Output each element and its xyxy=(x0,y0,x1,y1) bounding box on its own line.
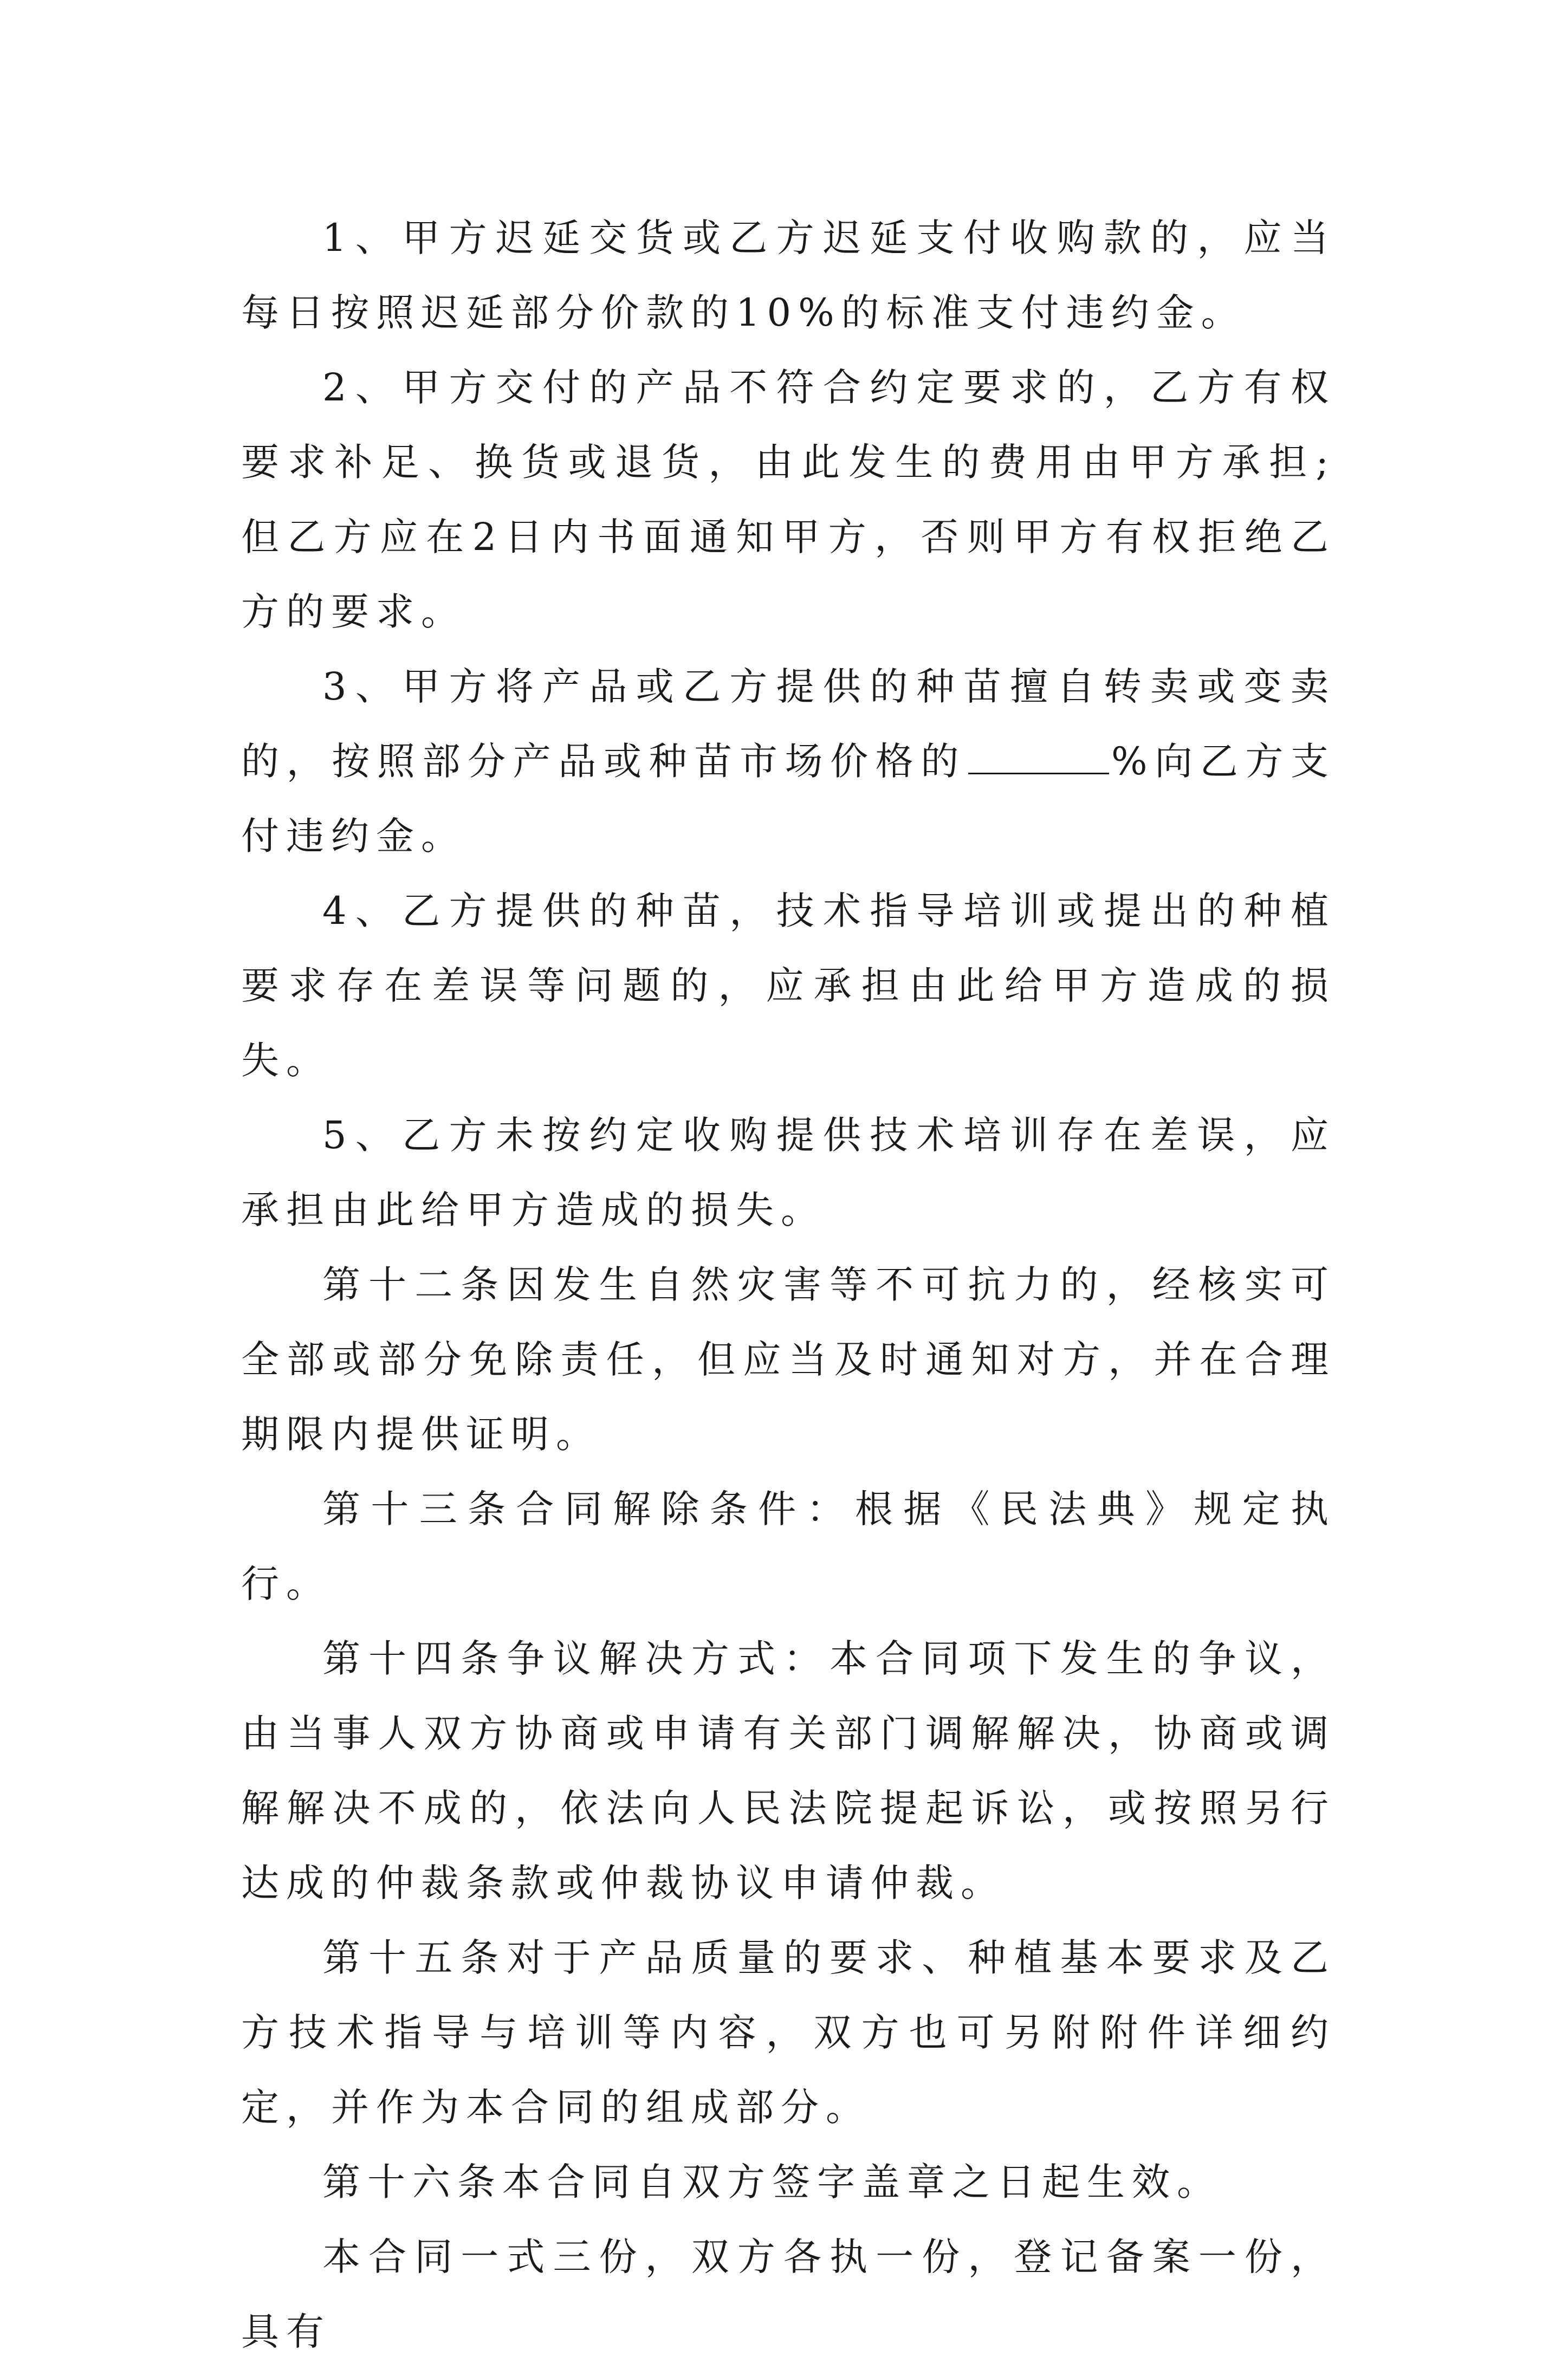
document-body xyxy=(241,200,1336,2369)
paragraph-clause-3 xyxy=(241,649,1336,873)
paragraph-article-12: 第十二条因发生自然灾害等不可抗力的，经核实可全部或部分免除责任，但应当及时通知对方，并在合理期限内提供证明。 xyxy=(241,1263,1336,1457)
clause-3-text-before-blank: 3、甲方将产品或乙方提供的种苗擅自转卖或变卖的，按照部分产品或种苗市场价格的 xyxy=(241,664,1336,784)
paragraph-clause-5: 5、乙方未按约定收购提供技术培训存在差误，应承担由此给甲方造成的损失。 xyxy=(241,1113,1336,1232)
paragraph-clause-4: 4、乙方提供的种苗，技术指导培训或提出的种植要求存在差误等问题的，应承担由此给甲方造成的损失。 xyxy=(241,889,1336,1083)
paragraph-article-15: 第十五条对于产品质量的要求、种植基本要求及乙方技术指导与培训等内容，双方也可另附附件详细约定，并作为本合同的组成部分。 xyxy=(241,1936,1336,2129)
paragraph-copies: 本合同一式三份，双方各执一份，登记备案一份，具有 xyxy=(241,2235,1336,2354)
paragraph-article-13: 第十三条合同解除条件：根据《民法典》规定执行。 xyxy=(241,1487,1336,1606)
paragraph-clause-1: 1、甲方迟延交货或乙方迟延支付收购款的，应当每日按照迟延部分价款的10%的标准支付违约金。 xyxy=(241,216,1336,335)
paragraph-article-16: 第十六条本合同自双方签字盖章之日起生效。 xyxy=(322,2160,1222,2204)
fill-in-blank xyxy=(968,741,1109,774)
paragraph-article-14: 第十四条争议解决方式：本合同项下发生的争议，由当事人双方协商或申请有关部门调解解决，协商或调解解决不成的，依法向人民法院提起诉讼，或按照另行达成的仲裁条款或仲裁协议申请仲裁。 xyxy=(241,1636,1336,1905)
paragraph-clause-2: 2、甲方交付的产品不符合约定要求的，乙方有权要求补足、换货或退货，由此发生的费用由甲方承担;但乙方应在2日内书面通知甲方，否则甲方有权拒绝乙方的要求。 xyxy=(241,365,1336,634)
clause-3-text-after-blank: %向乙方支付违约金。 xyxy=(241,739,1336,858)
